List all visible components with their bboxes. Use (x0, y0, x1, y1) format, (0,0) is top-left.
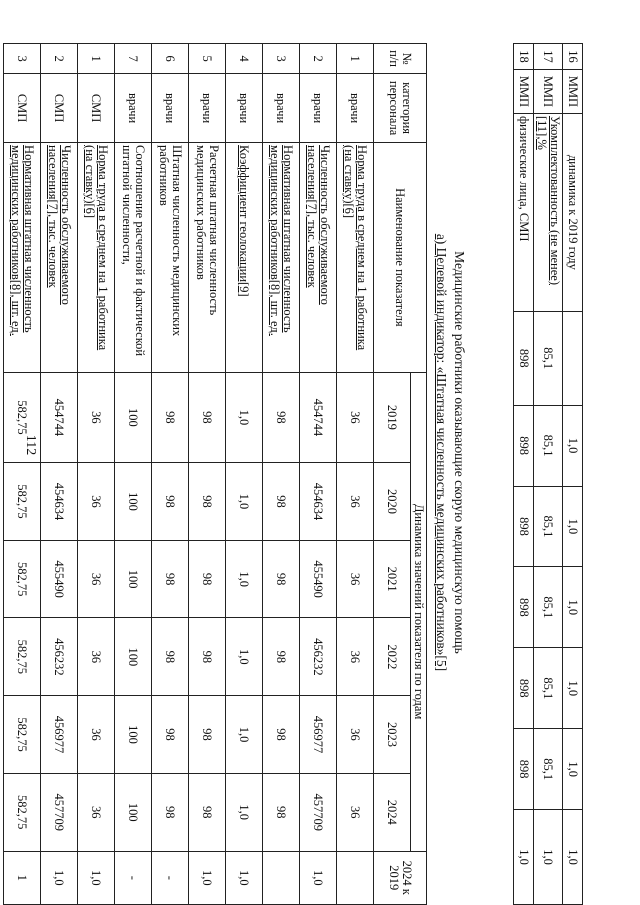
cell-value: 36 (337, 773, 374, 851)
cell-value: 1,0 (226, 372, 263, 462)
cell-value: 85,1 (534, 648, 563, 729)
row-name: Нормативная штатная численность медицинских работников[8], шт. ед. (263, 143, 300, 373)
row-category: врачи (189, 74, 226, 143)
cell-value: 85,1 (534, 405, 563, 486)
cell-value: 98 (189, 773, 226, 851)
cell-value: 1,0 (226, 540, 263, 618)
cell-value: 582,75 (4, 540, 41, 618)
row-no: 1 (337, 44, 374, 74)
row-name: Численность обслуживаемого населения[7], тыс. человек (41, 143, 78, 373)
cell-value: 455490 (300, 540, 337, 618)
cell-value: 100 (115, 618, 152, 696)
cell-value: 582,75 (4, 773, 41, 851)
row-no: 17 (534, 44, 563, 70)
section-caption: Медицинские работники оказывающие скорую медицинскую помощь (452, 251, 467, 654)
cell-value: 98 (263, 618, 300, 696)
cell-value: 1,0 (534, 810, 563, 905)
cell-value: 98 (263, 463, 300, 541)
cell-value: 1,0 (514, 810, 534, 905)
cell-value: 457709 (41, 773, 78, 851)
cell-value: 1,0 (226, 618, 263, 696)
cell-value: 1,0 (563, 648, 583, 729)
cell-value: 454634 (41, 463, 78, 541)
cell-value: 98 (263, 773, 300, 851)
cell-value: 36 (337, 618, 374, 696)
table-row (300, 44, 337, 905)
table-row (263, 44, 300, 905)
header-row (411, 44, 427, 905)
row-no: 1 (78, 44, 115, 74)
row-no: 2 (300, 44, 337, 74)
cell-value: 1,0 (41, 851, 78, 904)
table-row (563, 44, 583, 905)
indicator-table (3, 43, 427, 905)
cell-value: 36 (337, 463, 374, 541)
row-name: Нормативная штатная численность медицинских работников[8], шт. ед. (4, 143, 41, 373)
cell-value: 36 (337, 540, 374, 618)
table-row (4, 44, 41, 905)
cell-value: 454744 (300, 372, 337, 462)
cell-value: 98 (189, 618, 226, 696)
header-no: № п/п (374, 44, 427, 74)
cell-value: 100 (115, 696, 152, 774)
row-name: Коэффициент геолокации[9] (226, 143, 263, 373)
row-category: ММП (563, 69, 583, 113)
cell-value: 98 (189, 696, 226, 774)
cell-value: - (115, 851, 152, 904)
table-row (337, 44, 374, 905)
header-year: 2021 (374, 540, 411, 618)
cell-value: 1,0 (226, 696, 263, 774)
row-name: Расчетная штатная численность медицинских работников (189, 143, 226, 373)
row-name: Численность обслуживаемого населения[7], тыс. человек (300, 143, 337, 373)
cell-value: 98 (152, 540, 189, 618)
cell-value: 36 (337, 696, 374, 774)
cell-value: 1,0 (563, 405, 583, 486)
cell-value: 98 (152, 773, 189, 851)
table-row (152, 44, 189, 905)
table-row (189, 44, 226, 905)
cell-value: 582,75 (4, 463, 41, 541)
cell-value: 100 (115, 773, 152, 851)
cell-value: 98 (263, 540, 300, 618)
cell-value: 898 (514, 567, 534, 648)
cell-value: 898 (514, 648, 534, 729)
row-category: СМП (78, 74, 115, 143)
row-no: 2 (41, 44, 78, 74)
cell-value: 85,1 (534, 729, 563, 810)
cell-value: 1,0 (226, 851, 263, 904)
table-row (115, 44, 152, 905)
row-category: ММП (534, 69, 563, 113)
cell-value: 456232 (300, 618, 337, 696)
header-name: Наименование показателя (374, 143, 427, 373)
row-category: СМП (4, 74, 41, 143)
row-category: врачи (263, 74, 300, 143)
header-year: 2022 (374, 618, 411, 696)
row-category: врачи (152, 74, 189, 143)
cell-value: - (152, 851, 189, 904)
cell-value (563, 311, 583, 405)
row-name: Укомплектованность (не менее)[11],% (534, 113, 563, 311)
table-row (534, 44, 563, 905)
row-category: врачи (226, 74, 263, 143)
row-name: Норма труда в среднем на 1 работника (на ставку)[6] (337, 143, 374, 373)
cell-value: 98 (189, 372, 226, 462)
cell-value: 98 (263, 696, 300, 774)
cell-value: 457709 (300, 773, 337, 851)
cell-value: 1,0 (189, 851, 226, 904)
row-no: 16 (563, 44, 583, 70)
top-table (513, 43, 583, 905)
cell-value: 85,1 (534, 567, 563, 648)
row-no: 4 (226, 44, 263, 74)
header-dynamics: Динамика значений показателя по годам (411, 372, 427, 851)
cell-value: 36 (78, 773, 115, 851)
cell-value: 898 (514, 311, 534, 405)
cell-value: 898 (514, 486, 534, 567)
cell-value: 1,0 (78, 851, 115, 904)
cell-value: 1,0 (300, 851, 337, 904)
cell-value: 454634 (300, 463, 337, 541)
row-no: 3 (263, 44, 300, 74)
cell-value: 456977 (41, 696, 78, 774)
cell-value: 1 (4, 851, 41, 904)
cell-value: 36 (78, 618, 115, 696)
row-category: врачи (300, 74, 337, 143)
header-year: 2024 (374, 773, 411, 851)
row-no: 18 (514, 44, 534, 70)
row-category: врачи (337, 74, 374, 143)
table-row (514, 44, 534, 905)
cell-value: 98 (263, 372, 300, 462)
header-last: 2024 к 2019 (374, 851, 427, 904)
indicator-caption: а) Целевой индикатор: «Штатная численность медицинских работников»[5] (434, 233, 449, 672)
row-category: врачи (115, 74, 152, 143)
cell-value: 898 (514, 405, 534, 486)
header-year: 2023 (374, 696, 411, 774)
cell-value: 36 (337, 372, 374, 462)
header-year: 2019 (374, 372, 411, 462)
table-row (226, 44, 263, 905)
cell-value: 98 (152, 372, 189, 462)
row-name: Соотношение расчетной и фактической штатной численности, (115, 143, 152, 373)
cell-value: 456977 (300, 696, 337, 774)
cell-value: 898 (514, 729, 534, 810)
row-name: физические лица, СМП (514, 113, 534, 311)
cell-value: 454744 (41, 372, 78, 462)
cell-value: 36 (78, 372, 115, 462)
cell-value: 582,75 (4, 696, 41, 774)
cell-value: 100 (115, 463, 152, 541)
table-row (78, 44, 115, 905)
row-name: Штатная численность медицинских работников (152, 143, 189, 373)
cell-value: 85,1 (534, 311, 563, 405)
row-category: СМП (41, 74, 78, 143)
header-category: категория персонала (374, 74, 427, 143)
cell-value: 98 (152, 696, 189, 774)
header-year: 2020 (374, 463, 411, 541)
row-name: Норма труда в среднем на 1 работника (на ставку)[6] (78, 143, 115, 373)
cell-value: 100 (115, 540, 152, 618)
cell-value: 36 (78, 463, 115, 541)
cell-value: 456232 (41, 618, 78, 696)
cell-value: 36 (78, 696, 115, 774)
cell-value: 98 (152, 463, 189, 541)
page-number: 112 (23, 434, 38, 456)
cell-value: 1,0 (563, 486, 583, 567)
table-row (41, 44, 78, 905)
cell-value: 1,0 (563, 729, 583, 810)
row-name: динамика к 2019 году (563, 113, 583, 311)
cell-value: 582,75 (4, 372, 41, 462)
cell-value: 36 (78, 540, 115, 618)
row-no: 7 (115, 44, 152, 74)
cell-value: 1,0 (226, 463, 263, 541)
cell-value: 85,1 (534, 486, 563, 567)
row-category: ММП (514, 69, 534, 113)
cell-value: 1,0 (563, 567, 583, 648)
cell-value: 582,75 (4, 618, 41, 696)
cell-value: 1,0 (226, 773, 263, 851)
cell-value (263, 851, 300, 904)
cell-value: 1,0 (563, 810, 583, 905)
cell-value: 98 (189, 463, 226, 541)
row-no: 6 (152, 44, 189, 74)
row-no: 5 (189, 44, 226, 74)
cell-value: 455490 (41, 540, 78, 618)
cell-value: 100 (115, 372, 152, 462)
row-no: 3 (4, 44, 41, 74)
cell-value (337, 851, 374, 904)
cell-value: 98 (189, 540, 226, 618)
cell-value: 98 (152, 618, 189, 696)
